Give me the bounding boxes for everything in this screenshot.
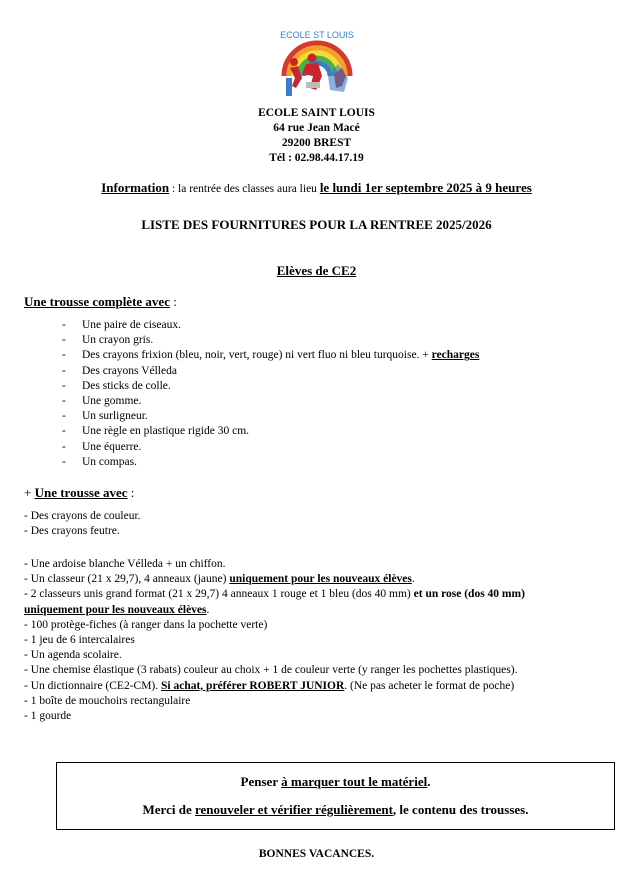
section1-suffix: : [169, 294, 177, 309]
list-item: - Des crayons frixion (bleu, noir, vert, rouge) ni vert fluo ni bleu turquoise. + recharges [62, 349, 480, 362]
section2-list [24, 509, 624, 539]
recharges-label: recharges [431, 349, 480, 362]
list-item: - Un classeur (21 x 29,7), 4 anneaux (jaune) uniquement pour les nouveaux élèves. [24, 573, 415, 586]
list-item: - Des crayons feutre. [24, 525, 120, 538]
info-label: Information [101, 180, 170, 195]
page-title: LISTE DES FOURNITURES POUR LA RENTREE 2025/2026 [141, 217, 492, 232]
list-item: - Une règle en plastique rigide 30 cm. [62, 425, 250, 438]
logo-text: ECOLE ST LOUIS [280, 30, 354, 40]
school-header [0, 106, 633, 166]
list-item: - Une ardoise blanche Vélleda + un chiffon. [24, 558, 226, 570]
school-phone: Tél : 02.98.44.17.19 [269, 152, 364, 164]
list-item: - Une chemise élastique (3 rabats) couleur au choix + 1 de couleur verte (y ranger les pochettes plastiques). [24, 664, 518, 677]
list-item: - Un crayon gris. [62, 334, 154, 347]
list-item: uniquement pour les nouveaux élèves. [24, 603, 210, 616]
info-line [0, 180, 633, 196]
list-item: - 1 gourde [24, 710, 72, 723]
list-item: - Un surligneur. [62, 410, 148, 423]
list-item: - Des crayons Vélleda [62, 364, 177, 377]
school-logo [272, 16, 362, 106]
closing-text: BONNES VACANCES. [258, 848, 375, 860]
section1-title: Une trousse complète avec [24, 294, 170, 309]
class-label: Elèves de CE2 [276, 263, 357, 278]
list-item: - Des crayons de couleur. [24, 510, 141, 522]
section2-heading [24, 485, 134, 501]
school-city: 29200 BREST [281, 137, 352, 149]
info-date: le lundi 1er septembre 2025 à 9 heures [319, 180, 532, 195]
section2-title: Une trousse avec [34, 485, 128, 500]
info-text: : la rentrée des classes aura lieu [169, 183, 320, 195]
school-street: 64 rue Jean Macé [273, 122, 360, 134]
list-item: - 100 protège-fiches (à ranger dans la pochette verte) [24, 618, 268, 631]
list-item: - Un agenda scolaire. [24, 649, 122, 662]
list-item: - 2 classeurs unis grand format (21 x 29,7) 4 anneaux 1 rouge et 1 bleu (dos 40 mm) et un rose (dos 40 mm) [24, 588, 525, 601]
list-item: - Un compas. [62, 455, 137, 468]
list-item: - Des sticks de colle. [62, 379, 171, 392]
reminder-line-1: Penser à marquer tout le matériel. [240, 774, 431, 789]
list-item: - Un dictionnaire (CE2-CM). Si achat, préférer ROBERT JUNIOR. (Ne pas acheter le format de poche) [24, 679, 515, 692]
list-item: - Une paire de ciseaux. [62, 319, 181, 331]
section1-list [62, 318, 479, 470]
list-item: - 1 boîte de mouchoirs rectangulaire [24, 694, 191, 707]
list-item: - 1 jeu de 6 intercalaires [24, 634, 135, 647]
reminder-line-2: Merci de renouveler et vérifier régulièrement, le contenu des trousses. [142, 802, 529, 817]
section2-suffix: : [127, 485, 135, 500]
list-item: - Une gomme. [62, 395, 142, 408]
class-label-wrap [0, 262, 633, 280]
section1-heading [24, 294, 177, 310]
reminder-box [56, 762, 615, 830]
section2-prefix: + [24, 485, 35, 500]
supplies-list [24, 557, 624, 724]
list-item: - Une équerre. [62, 440, 142, 453]
school-name: ECOLE SAINT LOUIS [258, 107, 375, 119]
